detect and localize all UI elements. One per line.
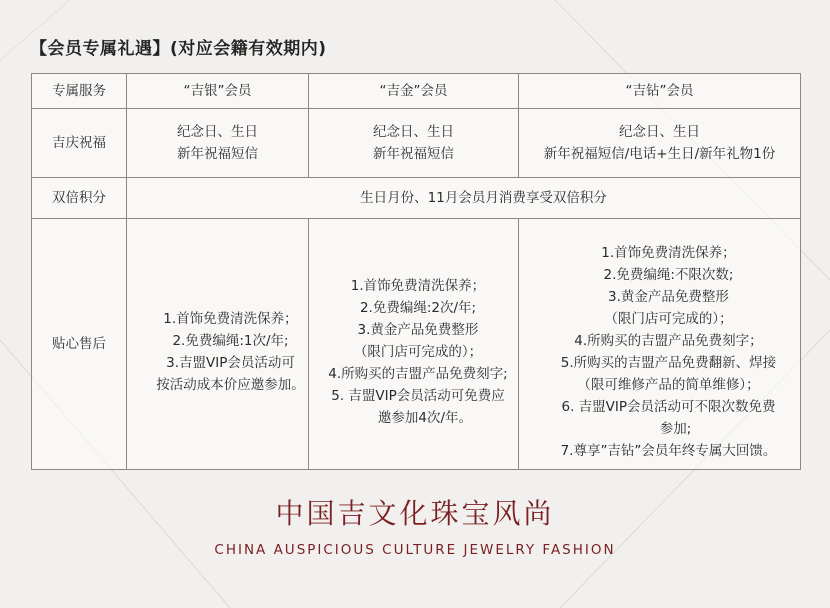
list-item: 1.首饰免费清洗保养； (601, 245, 736, 261)
list-item: 4.所购买的吉盟产品免费刻字； (574, 333, 763, 349)
list-item: 2.免费编绳:1次/年; (172, 333, 289, 349)
list-item: （限门店可完成的）； (353, 344, 483, 360)
after-sales-diamond (519, 219, 801, 470)
blessing-diamond-line: 纪念日、生日 (619, 124, 700, 140)
table-row-after-sales (32, 219, 801, 470)
double-points-text: 生日月份、11月会员月消费享受双倍积分 (127, 178, 801, 219)
list-item: 2.免费编绳:不限次数; (603, 267, 734, 283)
blessing-gold (309, 109, 519, 178)
list-item: 7.尊享”吉钻”会员年终专属大回馈。 (560, 443, 777, 459)
list-item: 2.免费编绳:2次/年; (359, 300, 477, 316)
list-item: 4.所购买的吉盟产品免费刻字; (328, 366, 508, 382)
header-gold: “吉金”会员 (309, 74, 519, 109)
list-item: 6. 吉盟VIP会员活动可不限次数免费 (561, 399, 776, 415)
list-item: 3.黄金产品免费整形 (357, 322, 479, 338)
table-header-row (32, 74, 801, 109)
blessing-diamond (519, 109, 801, 178)
list-item: 3.黄金产品免费整形 (608, 289, 729, 305)
blessing-silver-line: 新年祝福短信 (177, 146, 258, 162)
brand-footer (0, 497, 830, 559)
list-item: 参加; (659, 421, 692, 437)
list-item: 1.首饰免费清洗保养； (163, 311, 298, 327)
header-diamond: “吉钻”会员 (519, 74, 801, 109)
after-sales-gold (309, 219, 519, 470)
list-item: 5. 吉盟VIP会员活动可免费应 (331, 388, 505, 404)
list-item: 3.吉盟VIP会员活动可 (166, 355, 295, 371)
benefits-table (31, 73, 801, 470)
row-label-double-points: 双倍积分 (32, 178, 127, 219)
brand-slogan-chinese: 中国吉文化珠宝风尚 (275, 497, 555, 530)
brand-slogan-english: CHINA AUSPICIOUS CULTURE JEWELRY FASHION (214, 542, 616, 558)
list-item: 1.首饰免费清洗保养； (350, 278, 486, 294)
table-row-blessing (32, 109, 801, 178)
blessing-diamond-line: 新年祝福短信/电话+生日/新年礼物1份 (543, 146, 776, 162)
page-title: 【会员专属礼遇】(对应会籍有效期内) (30, 39, 327, 59)
row-label-blessing: 吉庆祝福 (32, 109, 127, 178)
header-service: 专属服务 (32, 74, 127, 109)
blessing-silver-line: 纪念日、生日 (177, 124, 258, 140)
list-item: 5.所购买的吉盟产品免费翻新、焊接 (560, 355, 777, 371)
blessing-silver (127, 109, 309, 178)
list-item: （限可维修产品的简单维修）； (577, 377, 760, 393)
after-sales-silver (127, 219, 309, 470)
header-silver: “吉银”会员 (127, 74, 309, 109)
list-item: 邀参加4次/年。 (377, 410, 473, 426)
blessing-gold-line: 新年祝福短信 (373, 146, 454, 162)
list-item: （限门店可完成的）； (604, 311, 733, 327)
blessing-gold-line: 纪念日、生日 (373, 124, 454, 140)
table-row-double-points (32, 178, 801, 219)
row-label-after-sales: 贴心售后 (32, 219, 127, 470)
list-item: 按活动成本价应邀参加。 (156, 377, 305, 393)
